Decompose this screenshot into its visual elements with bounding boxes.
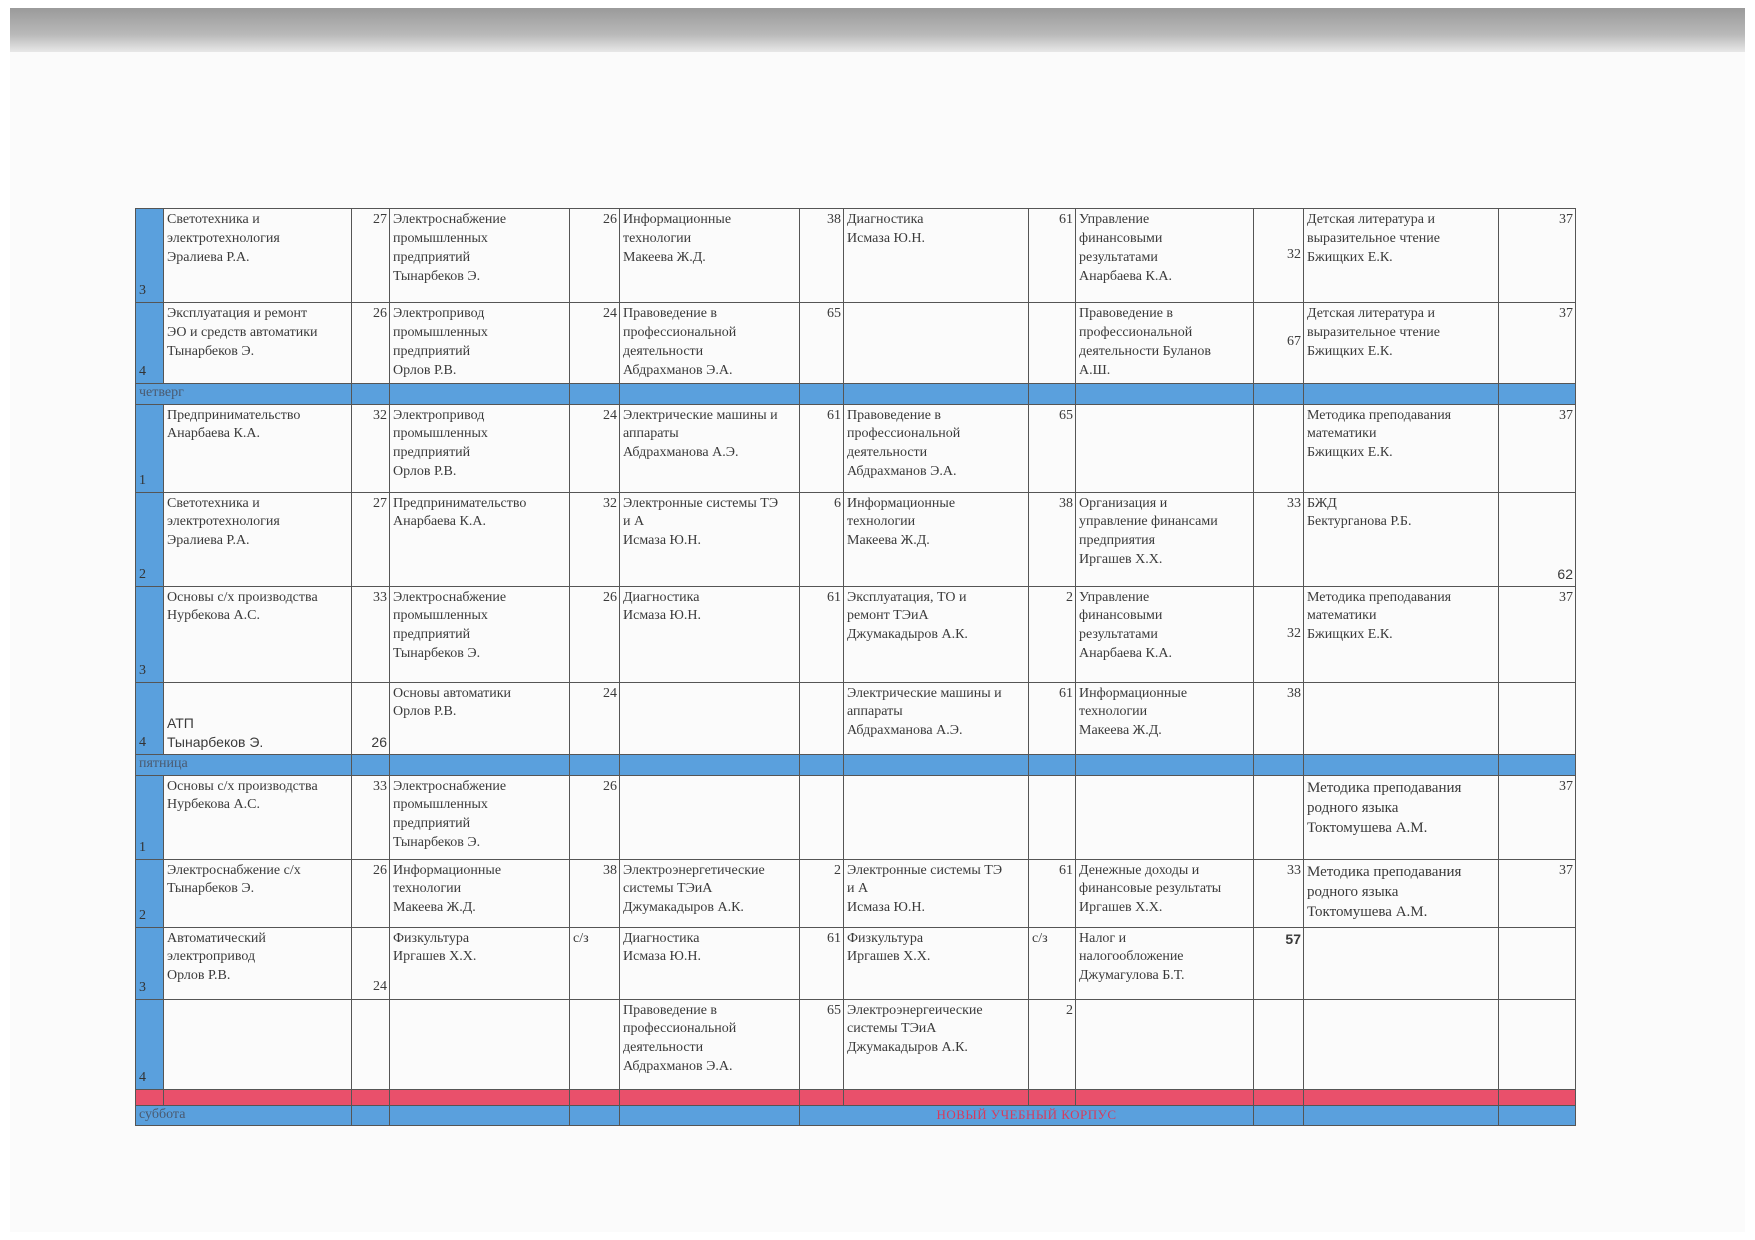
cell-text-line: ремонт ТЭиА bbox=[847, 608, 929, 624]
cell-text-line: Анарбаева К.А. bbox=[393, 514, 486, 530]
cell-text-line: и А bbox=[847, 881, 869, 897]
subject-cell bbox=[620, 999, 800, 1089]
room-number: 24 bbox=[570, 303, 620, 384]
room-number: 57 bbox=[1254, 927, 1304, 999]
subject-cell bbox=[390, 682, 570, 754]
cell-text-line: Орлов Р.В. bbox=[393, 704, 457, 720]
subject-cell bbox=[844, 404, 1029, 492]
cell-text-line: Исмаза Ю.Н. bbox=[847, 230, 926, 246]
subject-cell bbox=[1304, 859, 1499, 927]
cell-text-line: технологии bbox=[847, 514, 916, 530]
subject-cell bbox=[844, 682, 1029, 754]
room-number: 33 bbox=[1254, 492, 1304, 586]
subject-cell bbox=[1076, 209, 1254, 303]
cell-text-line: Управление bbox=[1079, 212, 1150, 227]
cell-text-line: Электроэнергеические bbox=[847, 1002, 983, 1018]
subject-cell bbox=[1076, 682, 1254, 754]
room-number: 24 bbox=[352, 927, 390, 999]
cell-text-line: Предпринимательство bbox=[167, 407, 301, 423]
room-number: 2 bbox=[800, 859, 844, 927]
cell-text-line: результатами bbox=[1079, 249, 1158, 265]
cell-text-line: Информационные bbox=[847, 495, 956, 511]
cell-text-line: Диагностика bbox=[623, 930, 700, 946]
subject-cell bbox=[390, 404, 570, 492]
cell-text-line: деятельности bbox=[847, 445, 928, 461]
empty-cell bbox=[1304, 682, 1499, 754]
subject-cell bbox=[844, 586, 1029, 682]
cell-text-line: Тынарбеков Э. bbox=[393, 835, 481, 851]
lesson-number: 4 bbox=[136, 682, 164, 754]
room-number: 24 bbox=[570, 682, 620, 754]
room-number: 32 bbox=[352, 404, 390, 492]
empty-cell bbox=[800, 775, 844, 859]
subject-cell bbox=[620, 404, 800, 492]
cell-text-line: выразительное чтение bbox=[1307, 230, 1440, 246]
subject-cell bbox=[1304, 303, 1499, 384]
empty-cell bbox=[620, 775, 800, 859]
cell-text-line: Физкультура bbox=[393, 930, 470, 946]
cell-text-line: Иргашев Х.Х. bbox=[393, 949, 477, 965]
subject-cell bbox=[164, 775, 352, 859]
cell-text-line: Правоведение в bbox=[1079, 306, 1174, 321]
cell-text-line: предприятий bbox=[393, 445, 471, 461]
empty-cell bbox=[844, 775, 1029, 859]
cell-text-line: Правоведение в bbox=[623, 306, 718, 321]
cell-text-line: профессиональной bbox=[1079, 324, 1193, 340]
cell-text-line: Макеева Ж.Д. bbox=[393, 900, 476, 916]
cell-text-line: аппараты bbox=[847, 704, 903, 720]
subject-cell bbox=[620, 303, 800, 384]
room-number: 61 bbox=[800, 586, 844, 682]
day-label: четверг bbox=[136, 383, 352, 404]
subject-cell bbox=[1076, 859, 1254, 927]
cell-text-line: электротехнология bbox=[167, 514, 280, 530]
empty-cell bbox=[352, 999, 390, 1089]
room-number: 26 bbox=[352, 303, 390, 384]
cell-text-line: Информационные bbox=[1079, 685, 1188, 701]
cell-text-line: Электронные системы ТЭ bbox=[847, 862, 1003, 878]
cell-text-line: электротехнология bbox=[167, 230, 280, 246]
room-number: 33 bbox=[1254, 859, 1304, 927]
subject-cell bbox=[1076, 303, 1254, 384]
subject-cell bbox=[1304, 492, 1499, 586]
cell-text-line: профессиональной bbox=[623, 324, 737, 340]
cell-text-line: Токтомушева А.М. bbox=[1307, 904, 1428, 921]
cell-text-line: Абдрахманова А.Э. bbox=[623, 445, 739, 461]
cell-text-line: предприятий bbox=[393, 343, 471, 359]
room-number: 37 bbox=[1499, 586, 1576, 682]
empty-cell bbox=[1076, 775, 1254, 859]
room-number: 38 bbox=[1029, 492, 1076, 586]
cell-text-line: Орлов Р.В. bbox=[393, 362, 457, 378]
cell-text-line: Методика преподавания bbox=[1307, 407, 1452, 423]
empty-cell bbox=[1304, 927, 1499, 999]
lesson-number: 3 bbox=[136, 586, 164, 682]
cell-text-line: Нурбекова А.С. bbox=[167, 797, 260, 813]
room-number: 24 bbox=[570, 404, 620, 492]
subject-cell bbox=[390, 303, 570, 384]
cell-text-line: Анарбаева К.А. bbox=[1079, 646, 1172, 662]
cell-text-line: результатами bbox=[1079, 627, 1158, 643]
day-header-thursday bbox=[136, 383, 1576, 404]
cell-text-line: Правоведение в bbox=[623, 1002, 718, 1018]
cell-text-line: Макеева Ж.Д. bbox=[1079, 723, 1162, 739]
table-row bbox=[136, 999, 1576, 1089]
subject-cell bbox=[1304, 586, 1499, 682]
cell-text-line: и А bbox=[623, 514, 645, 530]
lesson-number: 1 bbox=[136, 404, 164, 492]
empty-cell bbox=[800, 682, 844, 754]
cell-text-line: Электроснабжение bbox=[393, 589, 507, 605]
cell-text-line: Диагностика bbox=[623, 589, 700, 605]
cell-text-line: Организация и bbox=[1079, 495, 1168, 511]
cell-text-line: деятельности Буланов bbox=[1079, 343, 1212, 359]
subject-cell bbox=[164, 859, 352, 927]
cell-text-line: Джумакадыров А.К. bbox=[847, 1040, 968, 1056]
cell-text-line: Орлов Р.В. bbox=[393, 464, 457, 480]
schedule-table bbox=[135, 208, 1576, 1126]
empty-cell bbox=[1254, 999, 1304, 1089]
room-number: 27 bbox=[352, 492, 390, 586]
cell-text-line: системы ТЭиА bbox=[623, 881, 713, 897]
room-number: 2 bbox=[1029, 586, 1076, 682]
room-number: 61 bbox=[1029, 859, 1076, 927]
cell-text-line: финансовые результаты bbox=[1079, 881, 1222, 897]
cell-text-line: БЖД bbox=[1307, 495, 1337, 511]
empty-cell bbox=[1076, 999, 1254, 1089]
cell-text-line: Эксплуатация, ТО и bbox=[847, 589, 967, 605]
cell-text-line: Методика преподавания bbox=[1307, 863, 1462, 880]
empty-cell bbox=[1499, 999, 1576, 1089]
room-number: 26 bbox=[570, 586, 620, 682]
cell-text-line: Орлов Р.В. bbox=[167, 968, 231, 984]
room-number: 32 bbox=[570, 492, 620, 586]
empty-cell bbox=[1254, 404, 1304, 492]
room-number: 38 bbox=[1254, 682, 1304, 754]
cell-text-line: профессиональной bbox=[847, 426, 961, 442]
subject-cell bbox=[390, 775, 570, 859]
subject-cell bbox=[164, 682, 352, 754]
room-number: 61 bbox=[1029, 209, 1076, 303]
cell-text-line: Абдрахманова А.Э. bbox=[847, 723, 963, 739]
cell-text-line: промышленных bbox=[393, 608, 488, 624]
cell-text-line: Анарбаева К.А. bbox=[1079, 268, 1172, 284]
cell-text-line: Электроснабжение с/х bbox=[167, 862, 301, 878]
subject-cell bbox=[1076, 927, 1254, 999]
cell-text-line: налогообложение bbox=[1079, 949, 1184, 965]
cell-text-line: Джумакадыров А.К. bbox=[847, 627, 968, 643]
subject-cell bbox=[620, 586, 800, 682]
cell-text-line: математики bbox=[1307, 608, 1377, 624]
empty-cell bbox=[1029, 775, 1076, 859]
room-number: 32 bbox=[1254, 586, 1304, 682]
cell-text-line: Электрические машины и bbox=[623, 407, 778, 423]
saturday-notice: НОВЫЙ УЧЕБНЫЙ КОРПУС bbox=[800, 1105, 1254, 1126]
cell-text-line: Детская литература и bbox=[1307, 306, 1435, 321]
room-number: 65 bbox=[1029, 404, 1076, 492]
subject-cell bbox=[844, 492, 1029, 586]
cell-text-line: Информационные bbox=[623, 212, 732, 227]
lesson-number: 1 bbox=[136, 775, 164, 859]
cell-text-line: Электроснабжение bbox=[393, 778, 507, 794]
room-number: 37 bbox=[1499, 303, 1576, 384]
room-number: 37 bbox=[1499, 209, 1576, 303]
subject-cell bbox=[620, 209, 800, 303]
empty-cell bbox=[1029, 303, 1076, 384]
cell-text-line: промышленных bbox=[393, 230, 488, 246]
table-row bbox=[136, 859, 1576, 927]
lesson-number: 3 bbox=[136, 927, 164, 999]
subject-cell bbox=[164, 209, 352, 303]
room-number: 26 bbox=[352, 859, 390, 927]
cell-text-line: Анарбаева К.А. bbox=[167, 426, 260, 442]
room-number: 62 bbox=[1499, 492, 1576, 586]
cell-text-line: Абдрахманов Э.А. bbox=[847, 464, 957, 480]
cell-text-line: Эралиева Р.А. bbox=[167, 533, 250, 549]
room-number: 61 bbox=[1029, 682, 1076, 754]
room-number: 33 bbox=[352, 775, 390, 859]
subject-cell bbox=[844, 859, 1029, 927]
cell-text-line: Бжищких Е.К. bbox=[1307, 343, 1393, 359]
cell-text-line: Бжищких Е.К. bbox=[1307, 249, 1393, 265]
cell-text-line: Физкультура bbox=[847, 930, 924, 946]
cell-text-line: математики bbox=[1307, 426, 1377, 442]
subject-cell bbox=[390, 859, 570, 927]
cell-text-line: Основы с/х производства bbox=[167, 589, 318, 605]
room-number: 26 bbox=[352, 682, 390, 754]
lesson-number: 4 bbox=[136, 303, 164, 384]
cell-text-line: технологии bbox=[393, 881, 462, 897]
cell-text-line: Джумакадыров А.К. bbox=[623, 900, 744, 916]
cell-text-line: промышленных bbox=[393, 426, 488, 442]
subject-cell bbox=[1304, 775, 1499, 859]
room-number: 33 bbox=[352, 586, 390, 682]
cell-text-line: промышленных bbox=[393, 324, 488, 340]
lesson-number: 2 bbox=[136, 492, 164, 586]
room-number: с/з bbox=[1029, 927, 1076, 999]
room-number: 26 bbox=[570, 209, 620, 303]
cell-text-line: ЭО и средств автоматики bbox=[167, 324, 318, 340]
room-number: 37 bbox=[1499, 404, 1576, 492]
day-header-friday bbox=[136, 754, 1576, 775]
cell-text-line: электропривод bbox=[167, 949, 256, 965]
cell-text-line: технологии bbox=[623, 230, 692, 246]
cell-text-line: Тынарбеков Э. bbox=[393, 268, 481, 284]
room-number: 6 bbox=[800, 492, 844, 586]
cell-text-line: предприятия bbox=[1079, 533, 1156, 549]
cell-text-line: Тынарбеков Э. bbox=[393, 646, 481, 662]
room-number: 27 bbox=[352, 209, 390, 303]
empty-cell bbox=[1304, 999, 1499, 1089]
cell-text-line: Налог и bbox=[1079, 930, 1127, 946]
room-number: 61 bbox=[800, 927, 844, 999]
cell-text-line: деятельности bbox=[623, 1040, 704, 1056]
cell-text-line: Электропривод bbox=[393, 407, 485, 423]
subject-cell bbox=[164, 586, 352, 682]
cell-text-line: Исмаза Ю.Н. bbox=[623, 533, 702, 549]
cell-text-line: Денежные доходы и bbox=[1079, 862, 1200, 878]
subject-cell bbox=[390, 209, 570, 303]
table-row bbox=[136, 682, 1576, 754]
cell-text-line: предприятий bbox=[393, 816, 471, 832]
day-label: суббота bbox=[136, 1105, 352, 1126]
subject-cell bbox=[390, 927, 570, 999]
cell-text-line: Электрические машины и bbox=[847, 685, 1002, 701]
cell-text-line: Тынарбеков Э. bbox=[167, 881, 255, 897]
cell-text-line: технологии bbox=[1079, 704, 1148, 720]
cell-text-line: Управление bbox=[1079, 589, 1150, 605]
separator-row bbox=[136, 1089, 1576, 1105]
subject-cell bbox=[1076, 492, 1254, 586]
empty-cell bbox=[1254, 775, 1304, 859]
empty-cell bbox=[164, 999, 352, 1089]
cell-text-line: Токтомушева А.М. bbox=[1307, 820, 1428, 837]
cell-text-line: Диагностика bbox=[847, 212, 924, 227]
cell-text-line: профессиональной bbox=[623, 1021, 737, 1037]
cell-text-line: Абдрахманов Э.А. bbox=[623, 1059, 733, 1075]
cell-text-line: промышленных bbox=[393, 797, 488, 813]
cell-text-line: Абдрахманов Э.А. bbox=[623, 362, 733, 378]
cell-text-line: Эралиева Р.А. bbox=[167, 249, 250, 265]
cell-text-line: Информационные bbox=[393, 862, 502, 878]
subject-cell bbox=[1304, 404, 1499, 492]
cell-text-line: Автоматический bbox=[167, 930, 266, 946]
cell-text-line: Электронные системы ТЭ bbox=[623, 495, 779, 511]
cell-text-line: родного языка bbox=[1307, 883, 1399, 900]
empty-cell bbox=[1499, 682, 1576, 754]
cell-text-line: аппараты bbox=[623, 426, 679, 442]
room-number: с/з bbox=[570, 927, 620, 999]
cell-text-line: Исмаза Ю.Н. bbox=[623, 949, 702, 965]
room-number: 65 bbox=[800, 303, 844, 384]
subject-cell bbox=[164, 303, 352, 384]
cell-text-line: Иргашев Х.Х. bbox=[1079, 900, 1163, 916]
table-row bbox=[136, 927, 1576, 999]
lesson-number: 3 bbox=[136, 209, 164, 303]
empty-cell bbox=[620, 682, 800, 754]
subject-cell bbox=[390, 586, 570, 682]
cell-text-line: Макеева Ж.Д. bbox=[623, 249, 706, 265]
cell-text-line: Электроснабжение bbox=[393, 212, 507, 227]
cell-text-line: деятельности bbox=[623, 343, 704, 359]
table-row bbox=[136, 586, 1576, 682]
table-row bbox=[136, 303, 1576, 384]
cell-text-line: Основы автоматики bbox=[393, 685, 511, 701]
cell-text-line: Методика преподавания bbox=[1307, 779, 1462, 796]
cell-text-line: Детская литература и bbox=[1307, 212, 1435, 227]
cell-text-line: финансовыми bbox=[1079, 608, 1163, 624]
day-header-saturday bbox=[136, 1105, 1576, 1126]
room-number: 37 bbox=[1499, 859, 1576, 927]
cell-text-line: Правоведение в bbox=[847, 407, 942, 423]
cell-text-line: Исмаза Ю.Н. bbox=[623, 608, 702, 624]
room-number: 38 bbox=[570, 859, 620, 927]
cell-text-line: Тынарбеков Э. bbox=[167, 343, 255, 359]
subject-cell bbox=[620, 859, 800, 927]
cell-text-line: выразительное чтение bbox=[1307, 324, 1440, 340]
room-number: 38 bbox=[800, 209, 844, 303]
table-row bbox=[136, 404, 1576, 492]
cell-text-line: Исмаза Ю.Н. bbox=[847, 900, 926, 916]
cell-text-line: АТП bbox=[167, 714, 194, 731]
empty-cell bbox=[1076, 404, 1254, 492]
room-number: 65 bbox=[800, 999, 844, 1089]
table-row bbox=[136, 492, 1576, 586]
cell-text-line: Бжищких Е.К. bbox=[1307, 445, 1393, 461]
subject-cell bbox=[164, 404, 352, 492]
subject-cell bbox=[1304, 209, 1499, 303]
cell-text-line: Электропривод bbox=[393, 306, 485, 321]
cell-text-line: финансовыми bbox=[1079, 230, 1163, 246]
subject-cell bbox=[164, 492, 352, 586]
subject-cell bbox=[164, 927, 352, 999]
lesson-number: 2 bbox=[136, 859, 164, 927]
subject-cell bbox=[844, 999, 1029, 1089]
cell-text-line: Светотехника и bbox=[167, 212, 260, 227]
cell-text-line: А.Ш. bbox=[1079, 362, 1111, 378]
subject-cell bbox=[620, 927, 800, 999]
room-number: 32 bbox=[1254, 209, 1304, 303]
cell-text-line: Светотехника и bbox=[167, 495, 260, 511]
empty-cell bbox=[570, 999, 620, 1089]
room-number: 67 bbox=[1254, 303, 1304, 384]
cell-text-line: Джумагулова Б.Т. bbox=[1079, 968, 1185, 984]
empty-cell bbox=[1499, 927, 1576, 999]
cell-text-line: Иргашев Х.Х. bbox=[1079, 552, 1163, 568]
cell-text-line: Методика преподавания bbox=[1307, 589, 1452, 605]
subject-cell bbox=[844, 927, 1029, 999]
subject-cell bbox=[620, 492, 800, 586]
lesson-number: 4 bbox=[136, 999, 164, 1089]
cell-text-line: родного языка bbox=[1307, 799, 1399, 816]
subject-cell bbox=[844, 209, 1029, 303]
table-row bbox=[136, 775, 1576, 859]
room-number: 2 bbox=[1029, 999, 1076, 1089]
table-row bbox=[136, 209, 1576, 303]
cell-text-line: Бжищких Е.К. bbox=[1307, 627, 1393, 643]
empty-cell bbox=[844, 303, 1029, 384]
cell-text-line: управление финансами bbox=[1079, 514, 1218, 530]
cell-text-line: Иргашев Х.Х. bbox=[847, 949, 931, 965]
cell-text-line: Эксплуатация и ремонт bbox=[167, 306, 308, 321]
cell-text-line: Электроэнергетические bbox=[623, 862, 765, 878]
cell-text-line: предприятий bbox=[393, 627, 471, 643]
cell-text-line: Предпринимательство bbox=[393, 495, 527, 511]
cell-text-line: Бектурганова Р.Б. bbox=[1307, 514, 1412, 530]
cell-text-line: системы ТЭиА bbox=[847, 1021, 937, 1037]
empty-cell bbox=[390, 999, 570, 1089]
room-number: 61 bbox=[800, 404, 844, 492]
subject-cell bbox=[1076, 586, 1254, 682]
scan-top-edge bbox=[10, 8, 1745, 52]
cell-text-line: Основы с/х производства bbox=[167, 778, 318, 794]
subject-cell bbox=[390, 492, 570, 586]
day-label: пятница bbox=[136, 754, 352, 775]
room-number: 26 bbox=[570, 775, 620, 859]
cell-text-line: Макеева Ж.Д. bbox=[847, 533, 930, 549]
cell-text-line: предприятий bbox=[393, 249, 471, 265]
room-number: 37 bbox=[1499, 775, 1576, 859]
cell-text-line: Тынарбеков Э. bbox=[167, 733, 264, 750]
cell-text-line: Нурбекова А.С. bbox=[167, 608, 260, 624]
